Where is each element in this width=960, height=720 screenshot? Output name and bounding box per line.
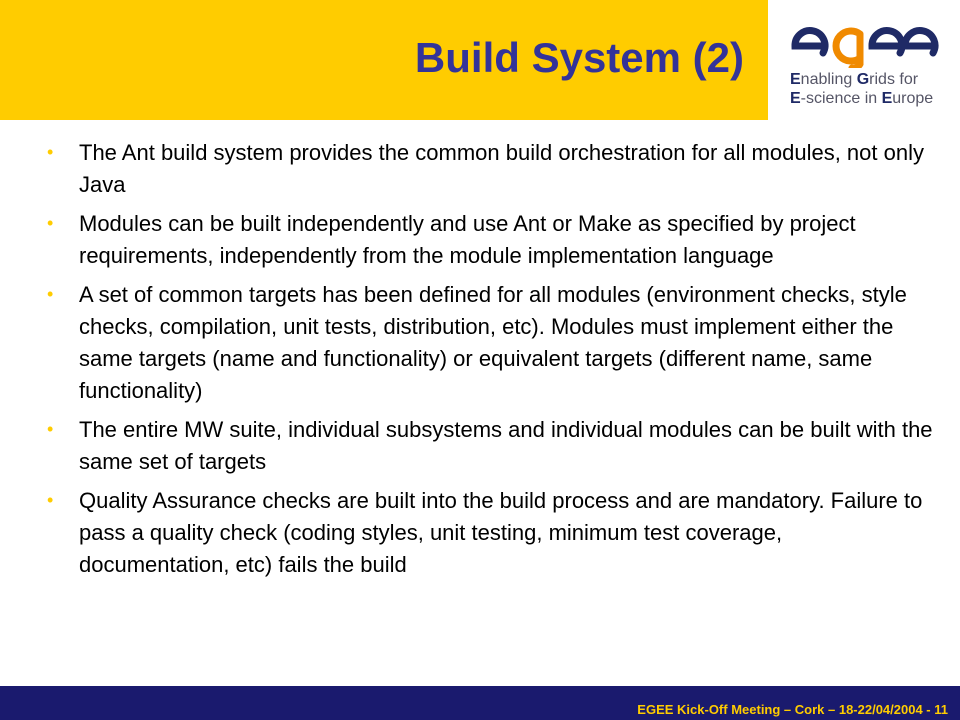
- bullet-text: Modules can be built independently and use Ant or Make as specified by project requirements, independently from the module implementation language: [79, 211, 856, 268]
- bullet-dot-icon: •: [47, 142, 54, 162]
- bullet-text: Quality Assurance checks are built into the build process and are mandatory. Failure to pass a quality check (coding styles, unit testing, minimum test coverage, documentation, etc) fails the build: [79, 488, 923, 577]
- bullet-item: [30, 414, 935, 478]
- logo-tagline-line-2: E-science in Europe: [790, 90, 934, 107]
- bullet-item: [30, 279, 935, 407]
- egee-logo-wordmark: [789, 22, 939, 68]
- footer-bar: [0, 686, 960, 720]
- bullet-dot-icon: •: [47, 419, 54, 439]
- bullet-item: [30, 485, 935, 581]
- logo-tagline-line-1: Enabling Grids for: [790, 71, 919, 88]
- slide-title: Build System (2): [414, 34, 744, 81]
- bullet-item: [30, 208, 935, 272]
- bullet-text: A set of common targets has been defined for all modules (environment checks, style checks, compilation, unit tests, distribution, etc). Modules must implement either the same targets (name and functionality) or equivalent targets (different name, same functionality): [79, 282, 907, 403]
- bullet-item: [30, 137, 935, 201]
- bullet-list: [30, 137, 935, 588]
- bullet-dot-icon: •: [47, 284, 54, 304]
- bullet-dot-icon: •: [47, 490, 54, 510]
- bullet-dot-icon: •: [47, 213, 54, 233]
- bullet-text: The Ant build system provides the common build orchestration for all modules, not only Java: [79, 140, 924, 197]
- logo-tagline: [790, 70, 933, 108]
- bullet-text: The entire MW suite, individual subsystems and individual modules can be built with the same set of targets: [79, 417, 933, 474]
- footer-text: EGEE Kick-Off Meeting – Cork – 18-22/04/2004 - 11: [637, 702, 948, 717]
